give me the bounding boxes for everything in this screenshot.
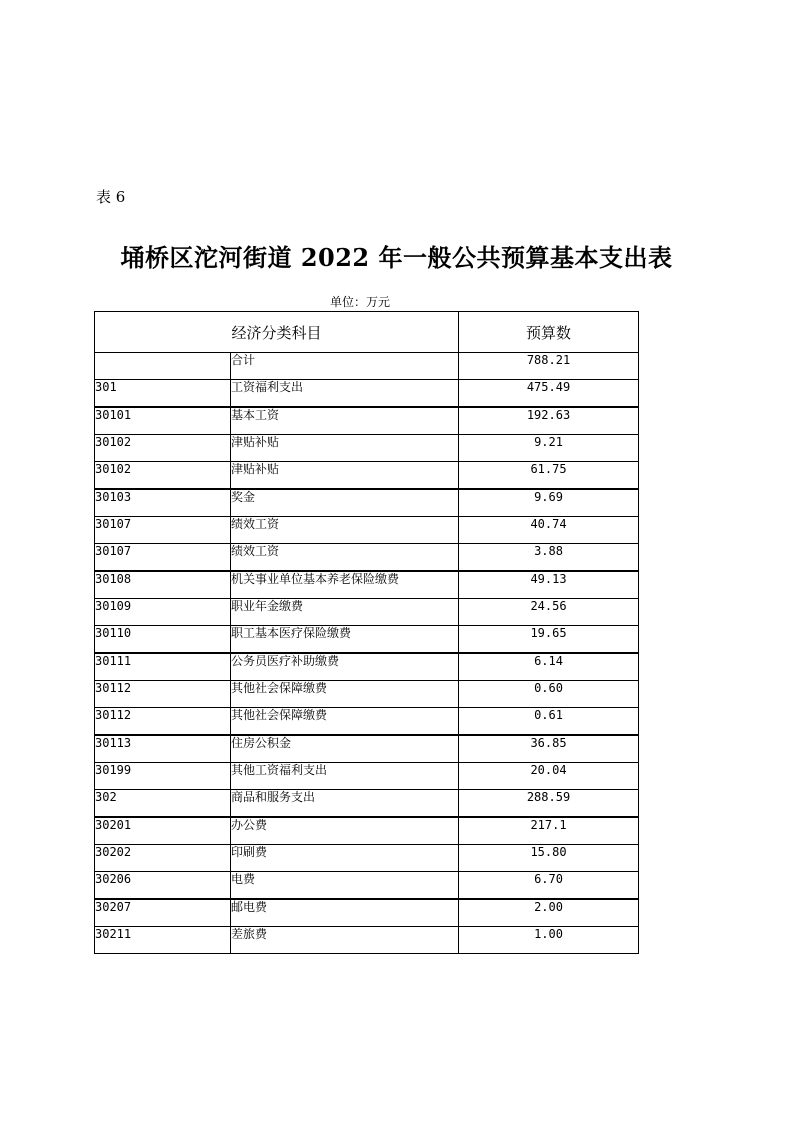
table-row bbox=[95, 817, 639, 845]
row-amount: 1.00 bbox=[459, 927, 639, 954]
table-row bbox=[95, 735, 639, 763]
table-row bbox=[95, 763, 639, 790]
row-code: 30101 bbox=[95, 407, 231, 435]
table-row bbox=[95, 353, 639, 380]
table-row bbox=[95, 489, 639, 517]
row-item-name: 职业年金缴费 bbox=[231, 599, 459, 626]
table-row bbox=[95, 626, 639, 654]
row-item-name: 其他工资福利支出 bbox=[231, 763, 459, 790]
row-item-name: 公务员医疗补助缴费 bbox=[231, 653, 459, 681]
table-number-label: 表 6 bbox=[96, 188, 126, 206]
row-item-name: 基本工资 bbox=[231, 407, 459, 435]
row-item-name: 其他社会保障缴费 bbox=[231, 681, 459, 708]
table-row bbox=[95, 517, 639, 544]
table-row bbox=[95, 407, 639, 435]
table-row bbox=[95, 927, 639, 954]
row-amount: 2.00 bbox=[459, 899, 639, 927]
row-item-name: 工资福利支出 bbox=[231, 380, 459, 408]
table-row bbox=[95, 380, 639, 408]
row-code: 30199 bbox=[95, 763, 231, 790]
row-amount: 6.14 bbox=[459, 653, 639, 681]
table-row bbox=[95, 571, 639, 599]
table-row bbox=[95, 708, 639, 736]
row-code: 30207 bbox=[95, 899, 231, 927]
row-code: 30202 bbox=[95, 845, 231, 872]
table-row bbox=[95, 462, 639, 490]
row-amount: 9.21 bbox=[459, 435, 639, 462]
table-body bbox=[95, 353, 639, 954]
row-item-name: 机关事业单位基本养老保险缴费 bbox=[231, 571, 459, 599]
row-code: 30107 bbox=[95, 517, 231, 544]
row-code: 30103 bbox=[95, 489, 231, 517]
header-budget-amount: 预算数 bbox=[459, 312, 639, 353]
row-item-name: 办公费 bbox=[231, 817, 459, 845]
row-amount: 9.69 bbox=[459, 489, 639, 517]
row-code: 30112 bbox=[95, 708, 231, 736]
table-row bbox=[95, 790, 639, 818]
row-item-name: 合计 bbox=[231, 353, 459, 380]
row-code: 30102 bbox=[95, 435, 231, 462]
row-amount: 6.70 bbox=[459, 872, 639, 900]
table-row bbox=[95, 435, 639, 462]
row-code: 30108 bbox=[95, 571, 231, 599]
row-amount: 788.21 bbox=[459, 353, 639, 380]
row-amount: 217.1 bbox=[459, 817, 639, 845]
row-amount: 475.49 bbox=[459, 380, 639, 408]
row-item-name: 邮电费 bbox=[231, 899, 459, 927]
row-code: 30113 bbox=[95, 735, 231, 763]
row-amount: 192.63 bbox=[459, 407, 639, 435]
row-amount: 61.75 bbox=[459, 462, 639, 490]
row-item-name: 印刷费 bbox=[231, 845, 459, 872]
row-code: 30102 bbox=[95, 462, 231, 490]
row-code bbox=[95, 353, 231, 380]
row-amount: 49.13 bbox=[459, 571, 639, 599]
row-amount: 288.59 bbox=[459, 790, 639, 818]
row-amount: 24.56 bbox=[459, 599, 639, 626]
row-code: 30211 bbox=[95, 927, 231, 954]
row-amount: 0.60 bbox=[459, 681, 639, 708]
table-row bbox=[95, 681, 639, 708]
row-code: 30206 bbox=[95, 872, 231, 900]
table-row bbox=[95, 653, 639, 681]
row-code: 30110 bbox=[95, 626, 231, 654]
row-item-name: 住房公积金 bbox=[231, 735, 459, 763]
row-item-name: 职工基本医疗保险缴费 bbox=[231, 626, 459, 654]
row-code: 301 bbox=[95, 380, 231, 408]
row-amount: 20.04 bbox=[459, 763, 639, 790]
row-amount: 40.74 bbox=[459, 517, 639, 544]
row-item-name: 奖金 bbox=[231, 489, 459, 517]
table-row bbox=[95, 872, 639, 900]
table-row bbox=[95, 599, 639, 626]
document-title: 埇桥区沱河街道 2022 年一般公共预算基本支出表 bbox=[120, 243, 673, 272]
table-row bbox=[95, 845, 639, 872]
row-code: 302 bbox=[95, 790, 231, 818]
row-code: 30109 bbox=[95, 599, 231, 626]
row-item-name: 电费 bbox=[231, 872, 459, 900]
row-amount: 36.85 bbox=[459, 735, 639, 763]
row-item-name: 津贴补贴 bbox=[231, 462, 459, 490]
table-row bbox=[95, 899, 639, 927]
unit-note: 单位：万元 bbox=[330, 295, 391, 309]
row-amount: 15.80 bbox=[459, 845, 639, 872]
row-item-name: 差旅费 bbox=[231, 927, 459, 954]
row-amount: 0.61 bbox=[459, 708, 639, 736]
row-amount: 3.88 bbox=[459, 544, 639, 572]
row-code: 30111 bbox=[95, 653, 231, 681]
header-economic-category: 经济分类科目 bbox=[95, 312, 459, 353]
row-item-name: 津贴补贴 bbox=[231, 435, 459, 462]
budget-table bbox=[94, 311, 639, 954]
table-header-row bbox=[95, 312, 639, 353]
table-row bbox=[95, 544, 639, 572]
row-code: 30201 bbox=[95, 817, 231, 845]
row-item-name: 绩效工资 bbox=[231, 517, 459, 544]
row-item-name: 商品和服务支出 bbox=[231, 790, 459, 818]
row-amount: 19.65 bbox=[459, 626, 639, 654]
row-item-name: 其他社会保障缴费 bbox=[231, 708, 459, 736]
row-item-name: 绩效工资 bbox=[231, 544, 459, 572]
row-code: 30107 bbox=[95, 544, 231, 572]
row-code: 30112 bbox=[95, 681, 231, 708]
